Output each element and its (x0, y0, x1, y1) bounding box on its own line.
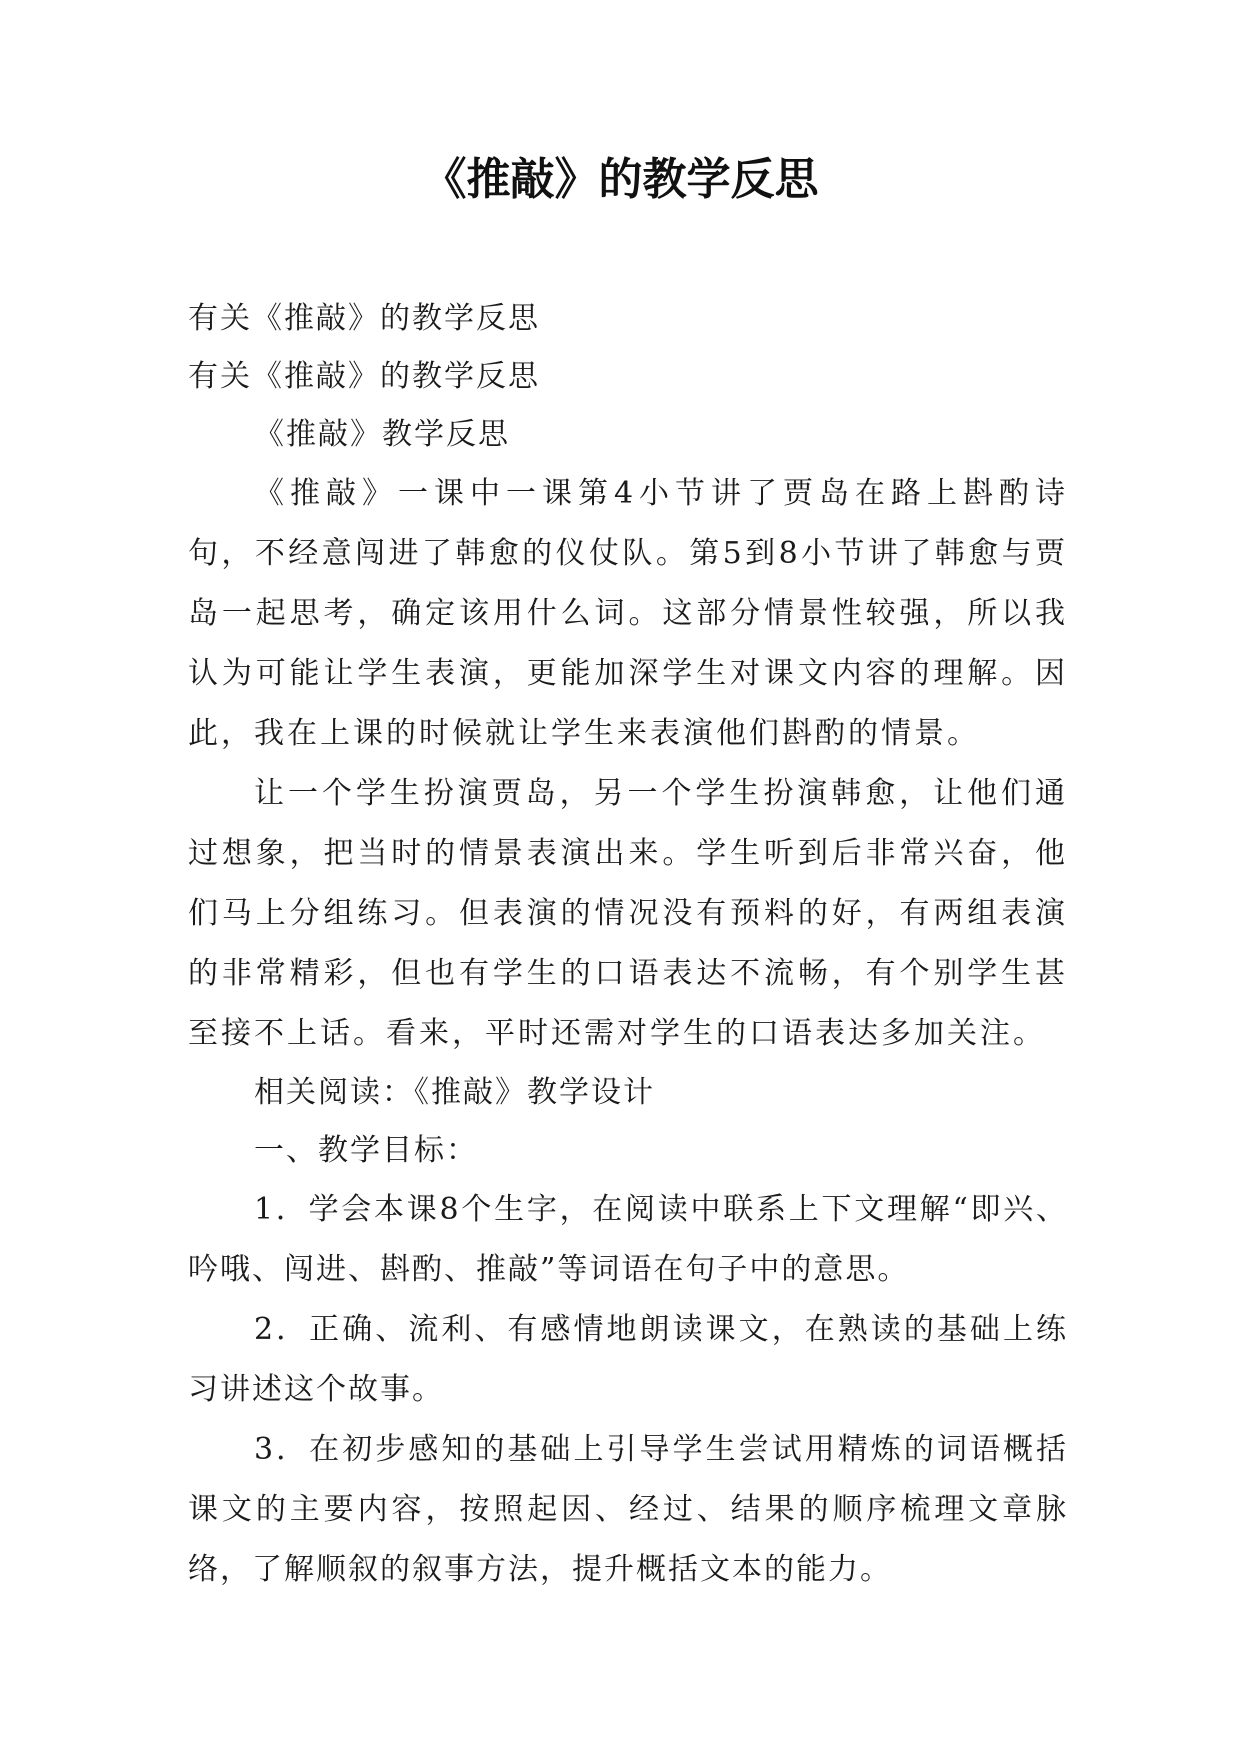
body-paragraph: 《推敲》一课中一课第4小节讲了贾岛在路上斟酌诗句，不经意闯进了韩愈的仪仗队。第5到8小节讲了韩愈与贾岛一起思考，确定该用什么词。这部分情景性较强，所以我认为可能让学生表演，更能加深学生对课文内容的理解。因此，我在上课的时候就让学生来表演他们斟酌的情景。 (188, 476, 1068, 751)
document-body (188, 290, 1068, 1600)
body-paragraph: 让一个学生扮演贾岛，另一个学生扮演韩愈，让他们通过想象，把当时的情景表演出来。学生听到后非常兴奋，他们马上分组练习。但表演的情况没有预料的好，有两组表演的非常精彩，但也有学生的口语表达不流畅，有个别学生甚至接不上话。看来，平时还需对学生的口语表达多加关注。 (188, 776, 1068, 1051)
section-title: 一、教学目标： (254, 1133, 478, 1168)
subheading: 《推敲》教学反思 (254, 417, 510, 452)
objective-item: 2．正确、流利、有感情地朗读课文，在熟读的基础上练习讲述这个故事。 (188, 1312, 1068, 1407)
heading-line: 有关《推敲》的教学反思 (188, 359, 540, 394)
related-reading: 相关阅读：《推敲》教学设计 (254, 1075, 655, 1110)
document-title: 《推敲》的教学反思 (422, 154, 819, 205)
objective-item: 3．在初步感知的基础上引导学生尝试用精炼的词语概括课文的主要内容，按照起因、经过、结果的顺序梳理文章脉络，了解顺叙的叙事方法，提升概括文本的能力。 (188, 1432, 1068, 1587)
objective-item: 1．学会本课8个生字，在阅读中联系上下文理解“即兴、吟哦、闯进、斟酌、推敲”等词语在句子中的意思。 (188, 1192, 1068, 1287)
heading-line: 有关《推敲》的教学反思 (188, 301, 540, 336)
